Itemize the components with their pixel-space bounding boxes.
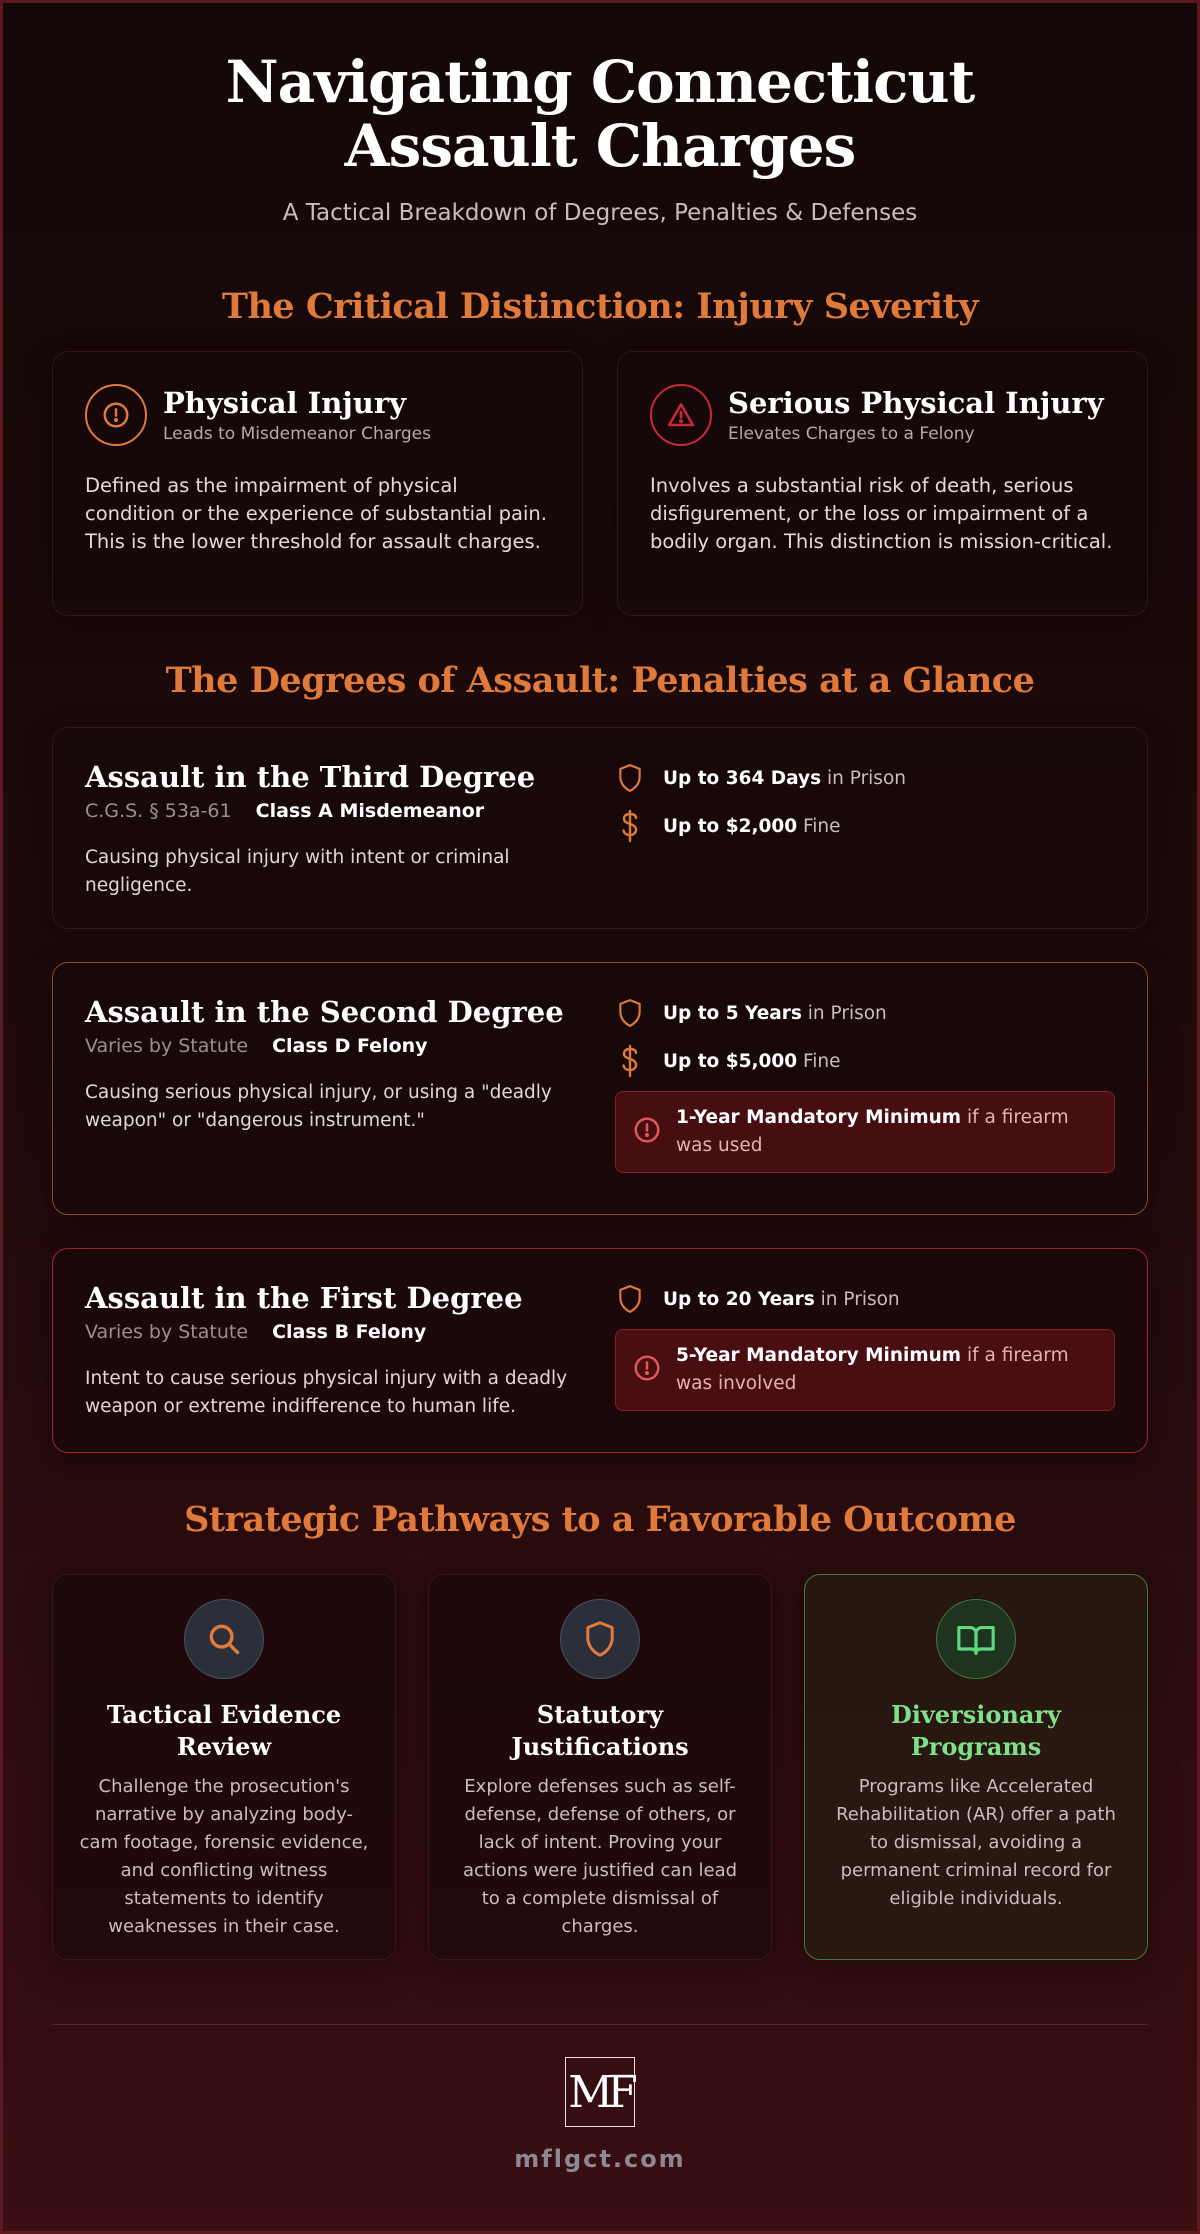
prison-penalty-value: Up to 364 Days	[663, 767, 822, 789]
book-open-icon	[936, 1599, 1016, 1679]
mandatory-minimum-value: 5-Year Mandatory Minimum	[676, 1345, 962, 1366]
footer-divider	[52, 2024, 1148, 2025]
injury-card-title: Serious Physical Injury	[728, 386, 1104, 420]
dollar-icon	[615, 809, 645, 843]
dollar-icon	[615, 1044, 645, 1078]
degree-description: Intent to cause serious physical injury with a deadly weapon or extreme indifference to human life.	[85, 1368, 568, 1417]
injury-card-subtitle: Elevates Charges to a Felony	[728, 424, 975, 444]
fine-penalty-suffix: Fine	[797, 1050, 841, 1072]
website-link[interactable]: mflgct.com	[514, 2145, 686, 2173]
degree-class: Class B Felony	[272, 1321, 427, 1343]
pathway-description: Challenge the prosecution's narrative by analyzing body-cam footage, forensic evidence, and conflicting witness statements to identify weaknesses in their case.	[79, 1776, 369, 1937]
search-icon	[184, 1599, 264, 1679]
injury-card-description: Involves a substantial risk of death, serious disfigurement, or the loss or impairment of a bodily organ. This distinction is mission-critical.	[650, 474, 1113, 553]
statutory-justifications-card	[428, 1574, 772, 1960]
injury-card-description: Defined as the impairment of physical condition or the experience of substantial pain. This is the lower threshold for assault charges.	[85, 474, 547, 553]
degrees-section-title: The Degrees of Assault: Penalties at a Glance	[165, 660, 1035, 701]
prison-penalty-suffix: in Prison	[821, 767, 906, 789]
mandatory-minimum-alert	[615, 1091, 1115, 1173]
pathway-cards	[52, 1574, 1148, 1960]
pathway-description: Explore defenses such as self-defense, defense of others, or lack of intent. Proving your actions were justified can lead to a complete dismissal of charges.	[462, 1776, 738, 1937]
pathways-section-title: Strategic Pathways to a Favorable Outcome	[184, 1499, 1016, 1540]
degree-statute: C.G.S. § 53a-61	[85, 800, 232, 822]
page-subtitle: A Tactical Breakdown of Degrees, Penalties & Defenses	[282, 200, 918, 226]
third-degree-card	[52, 727, 1148, 929]
physical-injury-card	[52, 351, 583, 616]
fine-penalty-value: Up to $5,000	[663, 1050, 798, 1072]
fine-penalty	[615, 808, 1115, 844]
shield-icon	[615, 998, 645, 1028]
alert-circle-icon	[632, 1115, 662, 1149]
pathway-description: Programs like Accelerated Rehabilitation (AR) offer a path to dismissal, avoiding a permanent criminal record for eligible individuals.	[836, 1776, 1116, 1909]
degree-class: Class A Misdemeanor	[255, 800, 485, 822]
prison-penalty-suffix: in Prison	[801, 1002, 887, 1024]
prison-penalty-value: Up to 20 Years	[663, 1288, 815, 1310]
prison-penalty	[615, 995, 1115, 1031]
mandatory-minimum-value: 1-Year Mandatory Minimum	[676, 1107, 962, 1128]
mandatory-minimum-condition: if a firearm was involved	[676, 1345, 1069, 1394]
injury-card-subtitle: Leads to Misdemeanor Charges	[163, 424, 431, 444]
fine-penalty	[615, 1043, 1115, 1079]
logo-text: MF	[568, 2066, 632, 2118]
shield-icon	[560, 1599, 640, 1679]
prison-penalty-suffix: in Prison	[814, 1288, 900, 1310]
alert-circle-icon	[632, 1353, 662, 1387]
evidence-review-card	[52, 1574, 396, 1960]
pathway-title: Tactical Evidence Review	[106, 1700, 342, 1761]
footer	[0, 2024, 1200, 2173]
prison-penalty	[615, 1281, 1115, 1317]
firm-logo	[565, 2057, 635, 2127]
degree-description: Causing serious physical injury, or using a "deadly weapon" or "dangerous instrument."	[85, 1082, 552, 1131]
alert-circle-icon	[85, 384, 147, 446]
degree-description: Causing physical injury with intent or criminal negligence.	[85, 847, 510, 896]
degree-title: Assault in the Third Degree	[85, 760, 536, 794]
diversionary-programs-card	[804, 1574, 1148, 1960]
mandatory-minimum-condition: if a firearm was used	[676, 1107, 1069, 1156]
degree-title: Assault in the Second Degree	[85, 995, 564, 1029]
page-header	[52, 0, 1148, 226]
page-title: Navigating Connecticut Assault Charges	[225, 48, 975, 180]
degree-title: Assault in the First Degree	[85, 1281, 523, 1315]
prison-penalty	[615, 760, 1115, 796]
mandatory-minimum-alert	[615, 1329, 1115, 1411]
pathway-title: Diversionary Programs	[890, 1700, 1061, 1761]
serious-injury-card	[617, 351, 1148, 616]
first-degree-card	[52, 1248, 1148, 1453]
injury-section-title: The Critical Distinction: Injury Severity	[221, 286, 979, 327]
alert-triangle-icon	[650, 384, 712, 446]
injury-card-title: Physical Injury	[163, 386, 407, 420]
pathway-title: Statutory Justifications	[511, 1700, 689, 1761]
fine-penalty-value: Up to $2,000	[663, 815, 798, 837]
degree-class: Class D Felony	[272, 1035, 428, 1057]
shield-icon	[615, 763, 645, 793]
fine-penalty-suffix: Fine	[797, 815, 841, 837]
degree-statute: Varies by Statute	[85, 1035, 249, 1057]
degree-statute: Varies by Statute	[85, 1321, 249, 1343]
injury-cards	[52, 351, 1148, 616]
prison-penalty-value: Up to 5 Years	[663, 1002, 802, 1024]
shield-icon	[615, 1284, 645, 1314]
second-degree-card	[52, 962, 1148, 1215]
